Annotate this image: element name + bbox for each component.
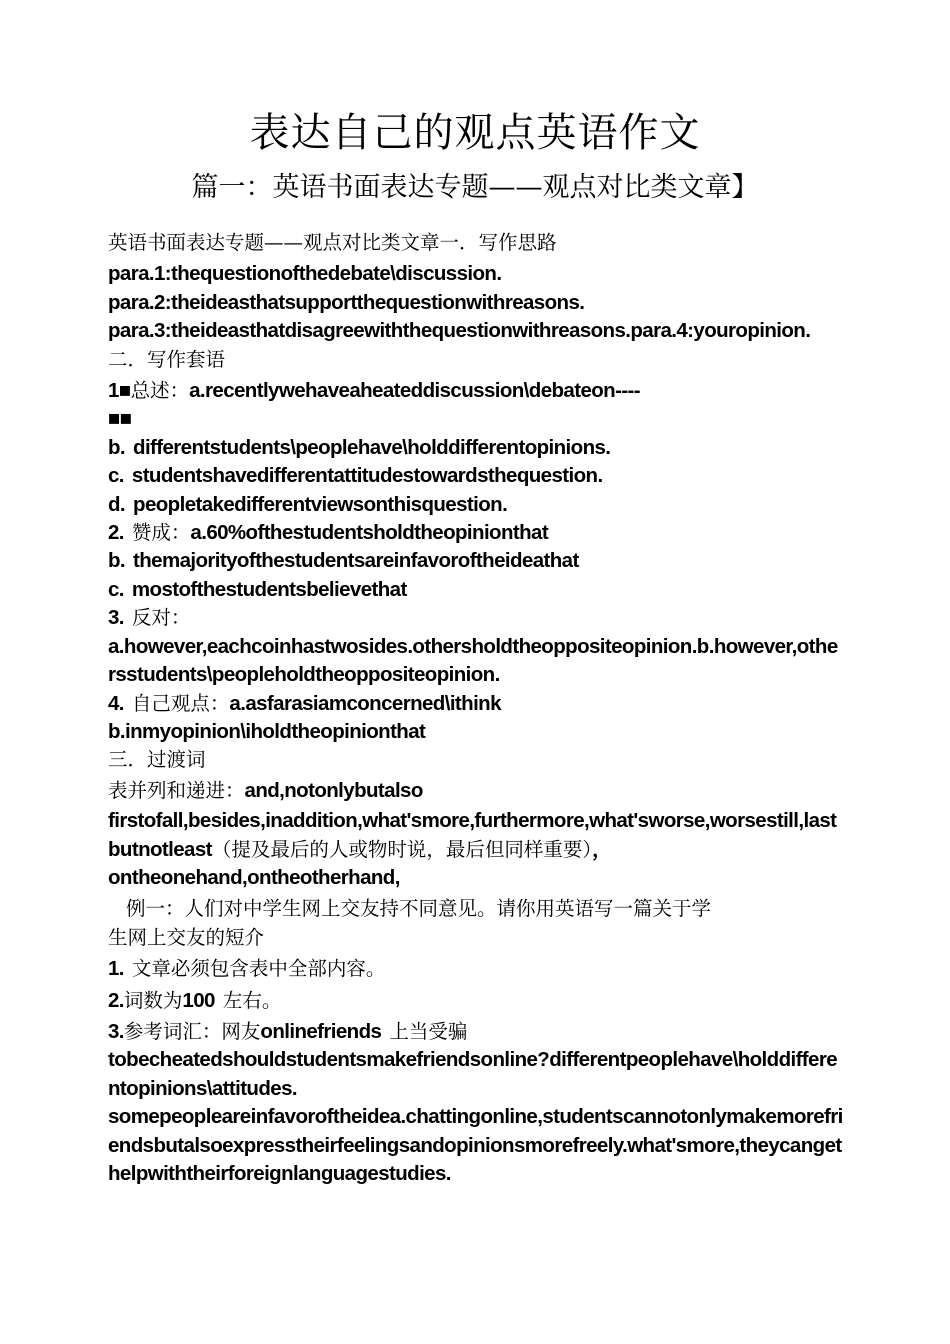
item1-label: 总述： (130, 379, 190, 403)
example-line2 (108, 924, 843, 952)
req2-count: 100 (182, 988, 215, 1012)
transition-list-line (108, 807, 843, 864)
item1d-letter: d. (108, 492, 126, 516)
item2-number: 2. (108, 521, 124, 545)
example-line1 (108, 895, 843, 923)
item1-number: 1 (108, 379, 119, 403)
item1c-letter: c. (108, 464, 124, 488)
item1c-text: studentshavedifferentattitudestowardsthequestion. (131, 464, 603, 488)
item2b-letter: b. (108, 549, 126, 573)
req2-number: 2. (108, 988, 124, 1012)
item4-line (108, 690, 843, 718)
item1d-line (108, 491, 843, 519)
item1-line (108, 377, 843, 405)
item2c-line (108, 576, 843, 604)
item2b-text: themajorityofthestudentsareinfavoroftheideathat (133, 549, 579, 573)
item4-number: 4. (108, 691, 124, 715)
transition-list: firstofall,besides,inaddition,what'smore,furthermore,what'sworse,worsestill,lastbutnotleast (108, 809, 837, 861)
item2-label: 赞成： (131, 521, 191, 545)
req2-line (108, 987, 843, 1015)
transition-line (108, 777, 843, 805)
document-body (108, 229, 843, 1188)
item4b-line: b.inmyopinion\iholdtheopinionthat (108, 719, 426, 743)
intro-text: 英语书面表达专题——观点对比类文章一．写作思路 (108, 231, 557, 254)
para3-line: para.3:theideasthatdisagreewiththequestionwithreasons.para.4:youropinion. (108, 319, 811, 343)
transition-list2-line: ontheonehand,ontheotherhand, (108, 865, 400, 889)
para1-line: para.1:thequestionofthedebate\discussion. (108, 262, 502, 286)
item1b-text: differentstudents\peoplehave\holddifferentopinions. (133, 435, 611, 459)
document-title: 表达自己的观点英语作文 (249, 110, 701, 156)
item4-label: 自己观点： (131, 691, 230, 715)
item1b-line (108, 434, 843, 462)
item2c-text: mostofthestudentsbelievethat (131, 577, 407, 601)
req2-label: 词数为 (123, 988, 183, 1012)
req3-tail: 上当受骗 (389, 1019, 468, 1043)
transition-end: ， (592, 837, 612, 861)
req2-tail: 左右。 (222, 988, 282, 1012)
item3-label: 反对： (131, 606, 191, 630)
req1-number: 1. (108, 957, 124, 981)
example-text-1: 例一：人们对中学生网上交友持不同意见。请你用英语写一篇关于学 (126, 897, 712, 921)
passage-2: somepeopleareinfavoroftheidea.chattingonline,studentscannotonlymakemorefriendsbutalsoexpresstheirfeelingsandopinionsmorefreely.what'smore,theycangethelpwiththeirforeignlanguagestudies. (108, 1105, 843, 1185)
transition-note: （提及最后的人或物时说，最后但同样重要） (211, 837, 593, 861)
item2-text: a.60%ofthestudentsholdtheopinionthat (190, 521, 549, 545)
example-text-2: 生网上交友的短介 (108, 925, 265, 949)
item4-text: a.asfarasiamconcerned\ithink (229, 691, 501, 715)
passage-1: tobecheatedshouldstudentsmakefriendsonline?differentpeoplehave\holddifferentopinions\attitudes. (108, 1048, 838, 1100)
item1c-line (108, 462, 843, 490)
section2-text: 二．写作套语 (108, 347, 226, 371)
req3-label: 参考词汇：网友 (123, 1019, 261, 1043)
item1d-text: peopletakedifferentviewsonthisquestion. (133, 492, 508, 516)
item3-number: 3. (108, 606, 124, 630)
item2-line (108, 519, 843, 547)
section2-heading (108, 346, 843, 374)
document-subtitle: 篇一：英语书面表达专题——观点对比类文章】 (191, 172, 759, 203)
item1-trail: ■■ (108, 407, 132, 431)
para2-line: para.2:theideasthatsupportthequestionwithreasons. (108, 290, 585, 314)
item1-text: a.recentlywehaveaheateddiscussion\debateon---- (189, 379, 641, 403)
item2c-letter: c. (108, 577, 124, 601)
section3-heading (108, 746, 843, 774)
req1-line (108, 955, 843, 983)
item1b-letter: b. (108, 435, 126, 459)
transition-text: and,notonlybutalso (244, 778, 423, 802)
intro-line (108, 229, 843, 257)
req3-word: onlinefriends (260, 1019, 382, 1043)
req3-line (108, 1018, 843, 1046)
section3-text: 三．过渡词 (108, 748, 206, 772)
item3-line (108, 604, 843, 632)
req1-text: 文章必须包含表中全部内容。 (131, 957, 386, 981)
transition-label: 表并列和递进： (108, 778, 245, 802)
item1-bullet: ■ (118, 379, 131, 403)
item2b-line (108, 547, 843, 575)
req3-number: 3. (108, 1019, 124, 1043)
item3-text: a.however,eachcoinhastwosides.othersholdtheoppositeopinion.b.however,othersstudents\peopleholdtheoppositeopinion. (108, 634, 838, 687)
